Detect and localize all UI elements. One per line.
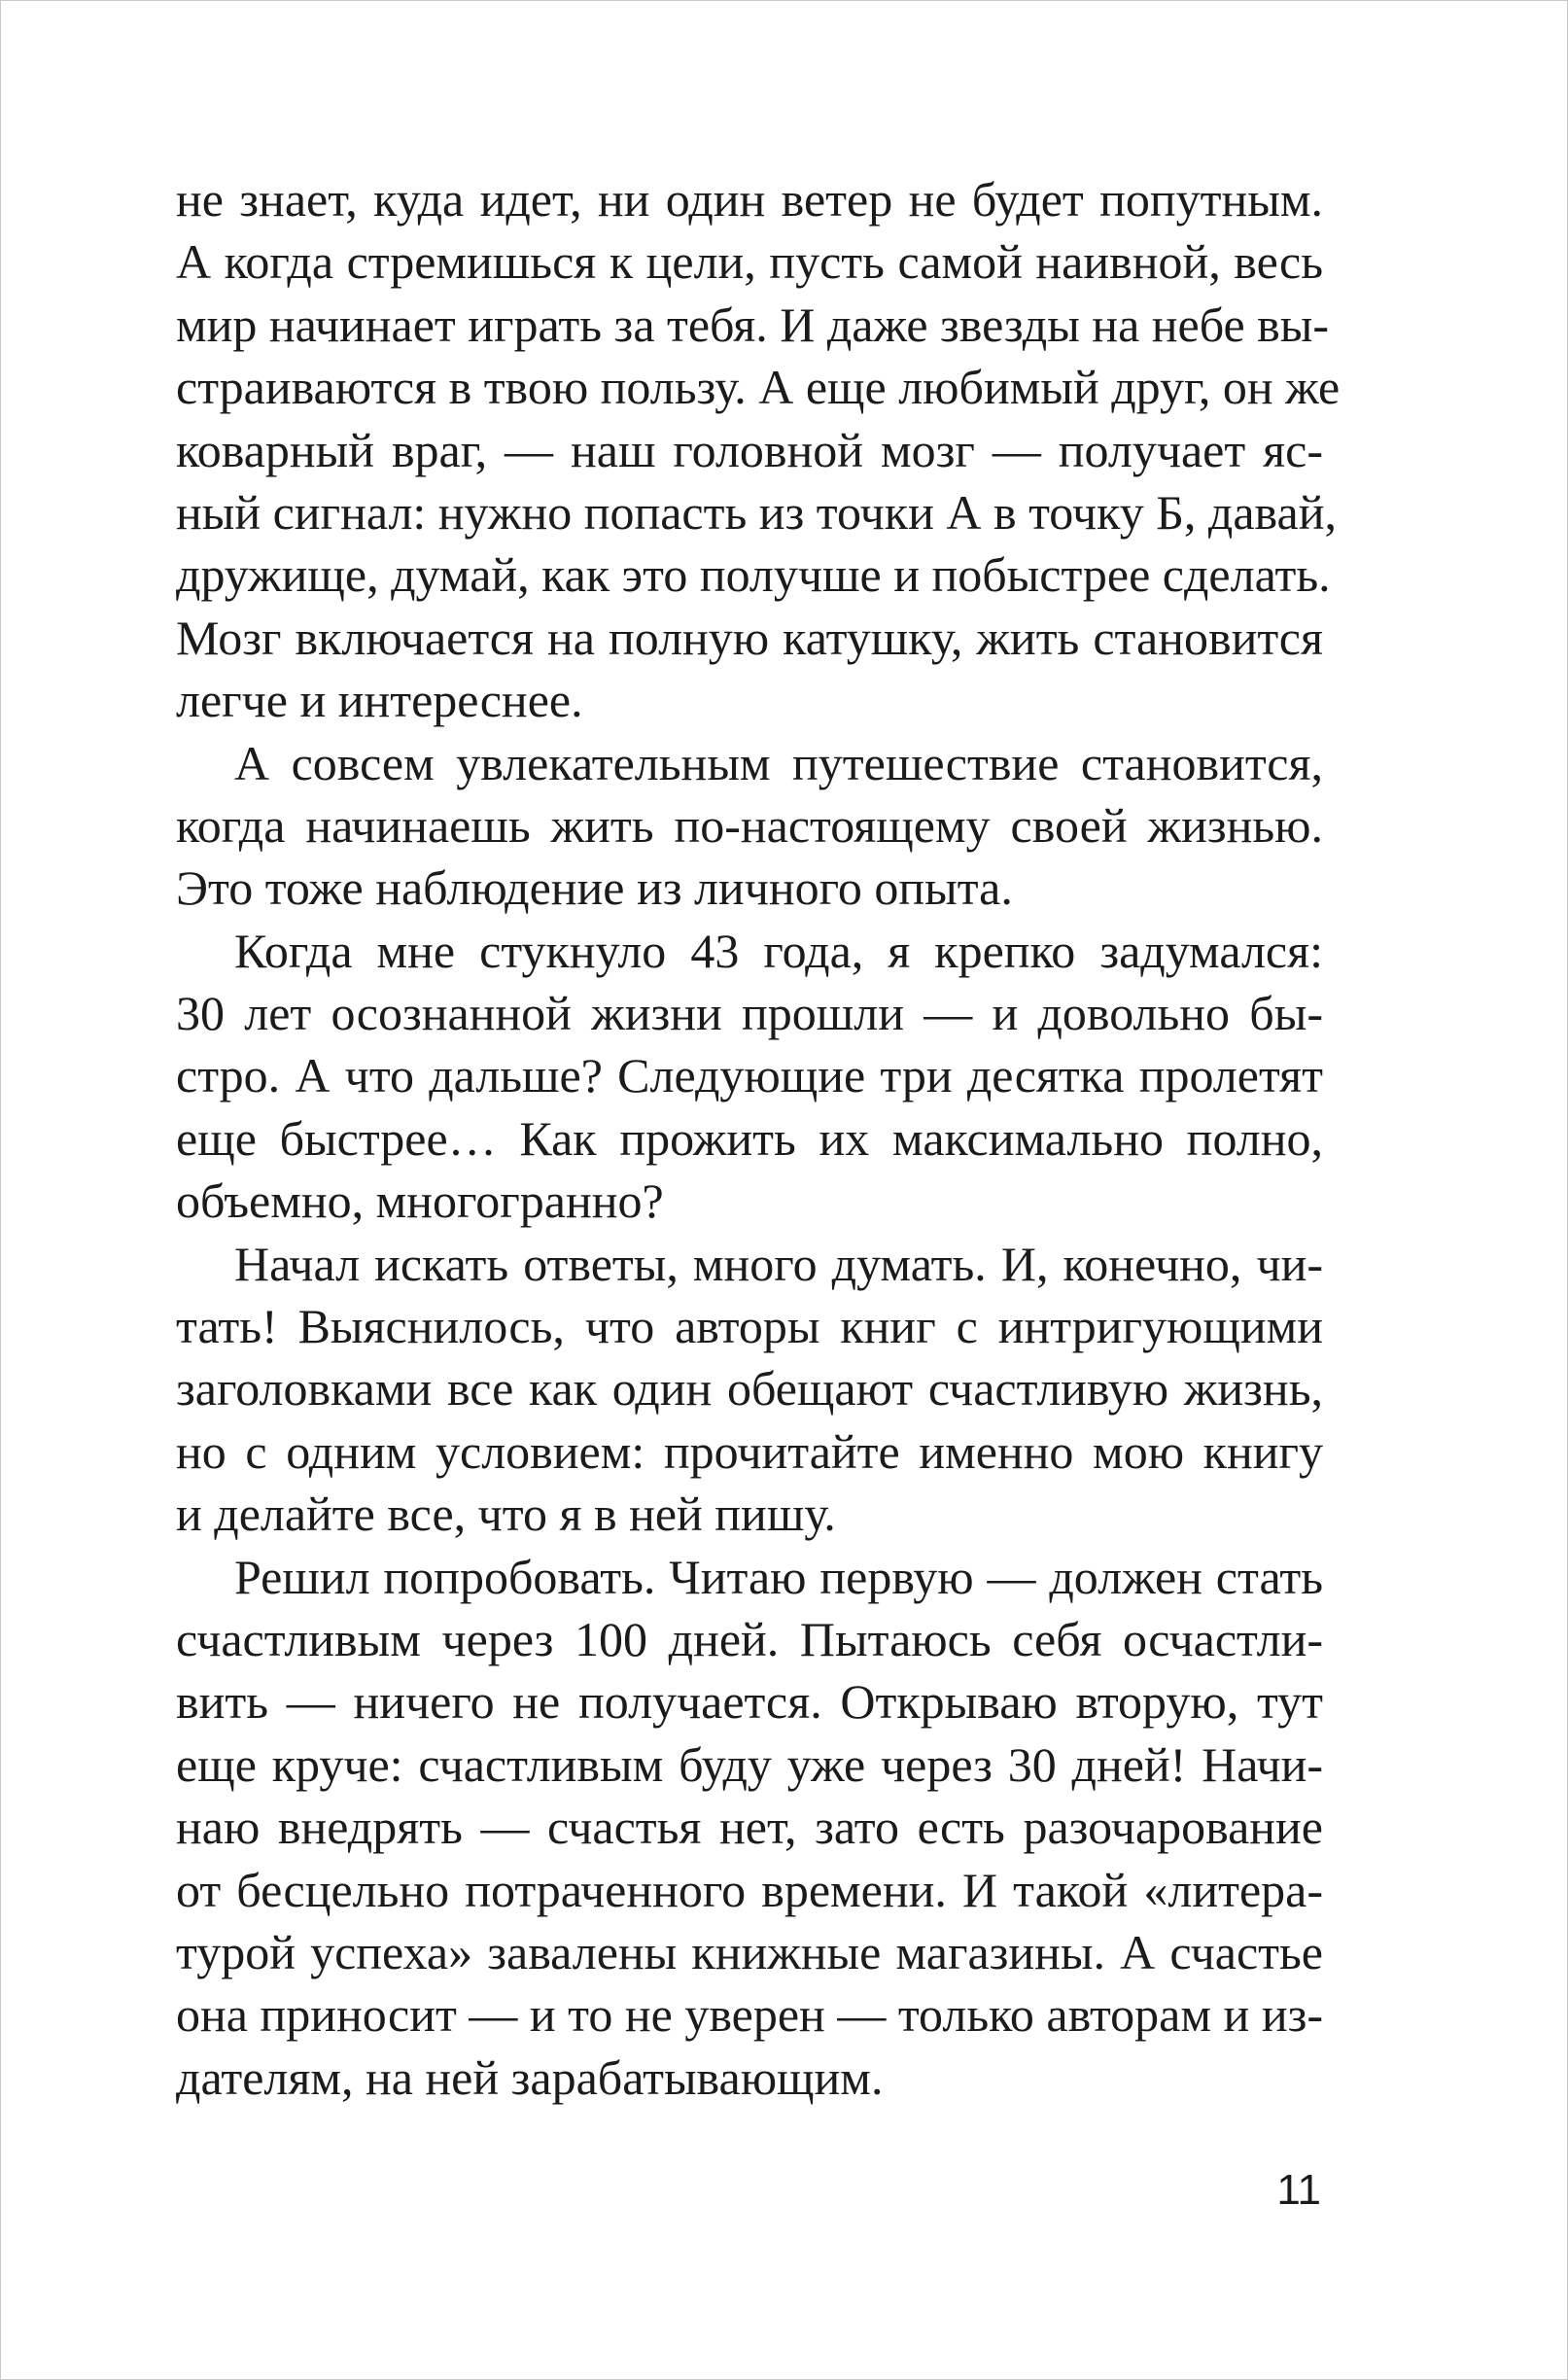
body-text [176, 168, 1341, 2109]
text-line: от бесцельно потраченного времени. И такой «литера- [176, 1862, 1323, 1917]
text-line: страиваются в твою пользу. А еще любимый друг, он же [176, 360, 1341, 415]
text-line: и делайте все, что я в ней пишу. [176, 1487, 836, 1542]
text-line: турой успеха» завалены книжные магазины. А счастье [176, 1924, 1323, 1979]
paragraph-1 [176, 168, 1341, 732]
text-line: коварный враг, — наш головной мозг — получает яс- [176, 422, 1323, 477]
text-line: еще круче: счастливым буду уже через 30 дней! Начи- [176, 1736, 1323, 1792]
text-line: Мозг включается на полную катушку, жить становится [176, 610, 1323, 665]
text-line: Начал искать ответы, много думать. И, конечно, чи- [234, 1236, 1323, 1291]
paragraph-5 [176, 1546, 1323, 2110]
text-line: А когда стремишься к цели, пусть самой наивной, весь [176, 234, 1323, 290]
text-line: она приносит — и то не уверен — только авторам и из- [176, 1987, 1323, 2043]
text-line: легче и интереснее. [176, 673, 583, 728]
text-line: не знает, куда идет, ни один ветер не будет попутным. [176, 172, 1323, 227]
text-line: дружище, думай, как это получше и побыстрее сделать. [176, 547, 1331, 603]
text-line: Когда мне стукнуло 43 года, я крепко задумался: [234, 923, 1323, 978]
text-line: стро. А что дальше? Следующие три десятка пролетят [176, 1048, 1323, 1103]
text-line: 30 лет осознанной жизни прошли — и довольно бы- [176, 986, 1323, 1041]
text-line: А совсем увлекательным путешествие становится, [234, 735, 1323, 790]
paragraph-2 [176, 732, 1323, 920]
text-line: дателям, на ней зарабатывающим. [176, 2049, 884, 2105]
text-line: объемно, многогранно? [176, 1173, 664, 1229]
text-line: Решил попробовать. Читаю первую — должен стать [234, 1549, 1323, 1604]
paragraph-3 [176, 920, 1323, 1233]
page-number: 11 [1276, 2166, 1321, 2214]
text-line: тать! Выяснилось, что авторы книг с интригующими [176, 1299, 1323, 1354]
text-line: вить — ничего не получается. Открываю вторую, тут [176, 1674, 1323, 1730]
paragraph-4 [176, 1233, 1323, 1546]
text-line: ный сигнал: нужно попасть из точки А в точку Б, давай, [176, 484, 1337, 540]
text-line: еще быстрее… Как прожить их максимально полно, [176, 1110, 1323, 1166]
text-line: счастливым через 100 дней. Пытаюсь себя осчастли- [176, 1611, 1323, 1666]
text-line: заголовками все как один обещают счастливую жизнь, [176, 1361, 1323, 1417]
text-line: но с одним условием: прочитайте именно мою книгу [176, 1423, 1323, 1479]
text-line: мир начинает играть за тебя. И даже звезды на небе вы- [176, 297, 1330, 352]
text-line: когда начинаешь жить по-настоящему своей жизнью. [176, 797, 1323, 853]
text-line: Это тоже наблюдение из личного опыта. [176, 860, 1013, 916]
text-line: наю внедрять — счастья нет, зато есть разочарование [176, 1800, 1323, 1855]
